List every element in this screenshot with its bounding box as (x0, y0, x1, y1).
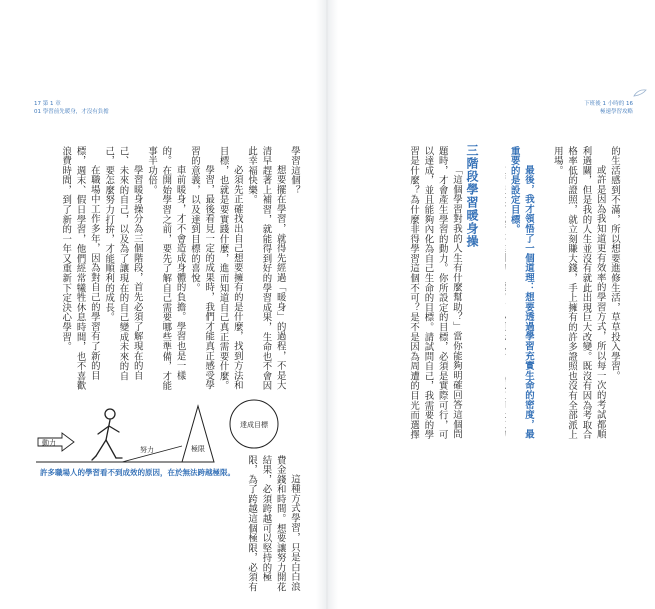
right-paragraph: 的生活感到不滿，所以想要進修生活，草草投入學習。 (609, 146, 620, 381)
running-header-right (584, 100, 633, 116)
left-paragraph: 在職場中工作多年，因為對自己的學習有了新的目標，週末、假日學習，他們經常犧牲休息時間，也不喜歡浪費時間，到了新的一年又重新下定決心學習。 (60, 146, 100, 391)
right-paragraph: 或許是因為我知道更有效率的學習方式，所以每一次的考試都順利過關，但是我的人生並沒有就此出現巨大改變。既沒有因為考取合格率低的證照，就立刻賺大錢，手上擁有的許多證照也沒有全部派上用場。 (551, 146, 606, 440)
figure-label-effort: 動力 (42, 439, 56, 447)
header-right-line2: 極速學習攻略 (599, 109, 633, 115)
figure-caption: 許多職場人的學習看不到成效的原因，在於無法跨越極限。 (40, 468, 235, 477)
right-body-text (549, 146, 621, 446)
left-bottom-text (49, 455, 301, 597)
figure-label-goal: 達成目標 (240, 421, 268, 429)
right-highlight-text (505, 146, 535, 446)
figure-label-barrier: 極限 (191, 445, 205, 453)
right-paragraph (505, 146, 506, 446)
left-paragraph: 必須先正確找出自己想要擁有的是什麼，找到方法和目標，也就是要實踐什麼，進而知道自己真正需要什麼。 (217, 146, 243, 391)
header-left-line1: 17 第 1 章 (34, 101, 61, 107)
header-right-line1: 下班後 1 小時的 16 (584, 101, 633, 107)
running-header-left (34, 100, 109, 116)
header-left-line2: 01 學習前先暖身，才沒有負擔 (34, 109, 109, 115)
section-heading: 三階段學習暖身操 (465, 144, 479, 248)
page-gutter (316, 0, 338, 609)
right-section-text (343, 146, 463, 446)
figure-label-mid-effort: 努力 (140, 446, 154, 454)
right-page (327, 0, 655, 609)
left-paragraph: 車前暖身，才不會造成身體的負擔。學習也是一樣的。在開始學習之前，要先了解自己需要哪些準備，才能事半功倍。 (146, 146, 186, 391)
right-section-paragraph: 「這個學習對我的人生有什麼幫助？」當你能夠明確回答這個問題時，才會產生學習的動力。你所設定的目標，必須是實際可行，可以達成，並且能夠內化為自己生命的目標。請試問自己，我需要的學習是什麼？為什麼非得學習這個不可？是不是因為周遭的目光而選擇 (408, 146, 462, 440)
left-paragraph: 學習，最後看見一定的成果時，我們才能真正感受學習的意義，以及達到目標的喜悅。 (188, 146, 215, 390)
walking-person-icon (92, 409, 122, 460)
left-paragraph: 學習暖身操分為三個階段，首先必須了解現在的自己、未來的自己，以及為了讓現在的自己變成未來的自己，要怎麼努力打拚，才能順利的成長。 (103, 146, 143, 381)
left-page (0, 0, 327, 609)
left-body-text (49, 146, 301, 396)
right-paragraph (549, 146, 550, 446)
key-point-highlight: 最後，我才領悟了一個道理：想要透過學習充實生命的密度，最重要的是設定目標。 (508, 146, 534, 439)
left-bottom-paragraph: 這種方式學習，只是白白浪費金錢和時間。想要讓努力開花結果，必須跨越可以堅持的極限，為了跨越這個極限，必須有 (246, 455, 300, 593)
decorative-leaf-icon (633, 88, 647, 98)
left-paragraph: 想要擺在學習，就得先經過「暖身」的過程，不是大清早趕著上補習，就能得到好的學習成果，生命也不會因此幸福快樂。 (246, 146, 286, 391)
left-paragraph: 學習這個？ (289, 146, 300, 195)
